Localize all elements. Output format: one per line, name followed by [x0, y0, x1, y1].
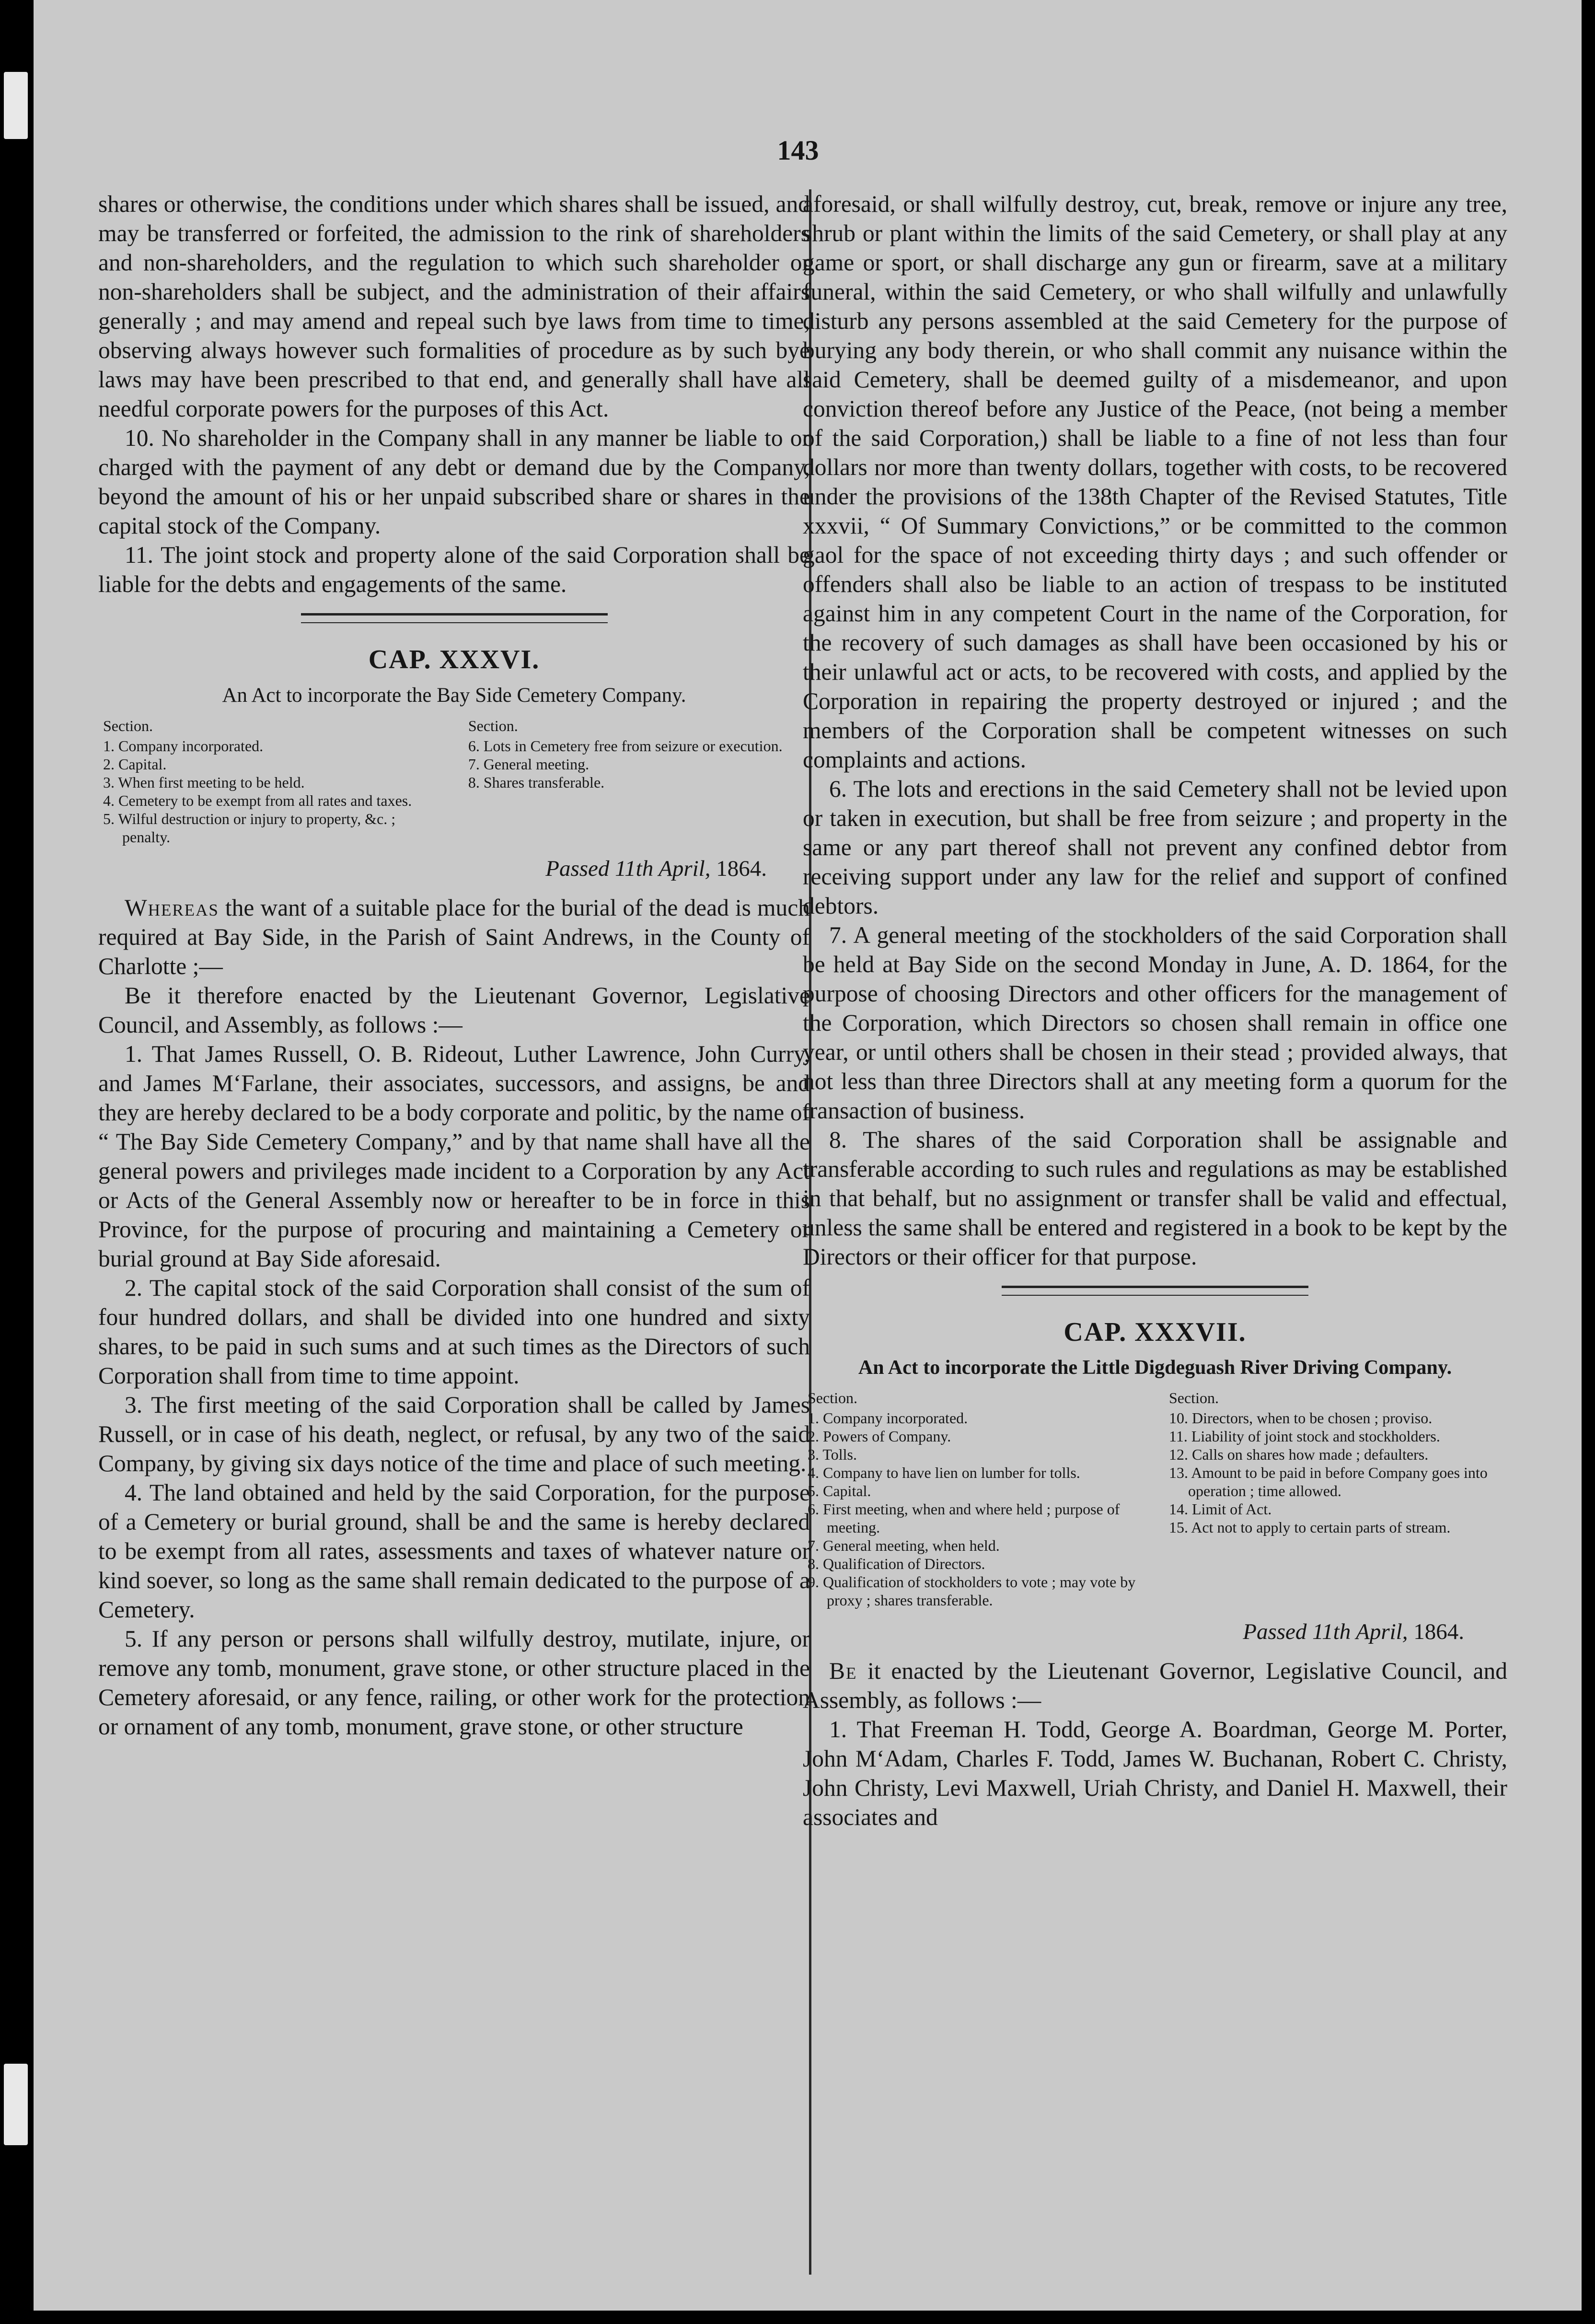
section-11: 11. The joint stock and property alone of the said Corporation shall be liable for the debts and engagements of the same.	[98, 542, 810, 597]
index-item: 5. Wilful destruction or injury to property, &c. ; penalty.	[103, 810, 396, 846]
index-item: 5. Capital.	[808, 1482, 871, 1499]
index-item: 13. Amount to be paid in before Company goes into operation ; time allowed.	[1169, 1464, 1488, 1499]
preamble	[98, 893, 810, 981]
act-title: An Act to incorporate the Little Digdeguash River Driving Company.	[858, 1357, 1452, 1379]
passed-label: Passed 11th April,	[1243, 1619, 1408, 1644]
passed-label: Passed 11th April,	[545, 856, 711, 881]
index-item: 14. Limit of Act.	[1169, 1500, 1272, 1518]
section-index-head: Section.	[1169, 1389, 1219, 1406]
page-edge-tab-top	[4, 72, 28, 139]
index-item: 9. Qualification of stockholders to vote ; may vote by proxy ; shares transferable.	[808, 1573, 1136, 1609]
index-item: 6. Lots in Cemetery free from seizure or execution.	[468, 737, 783, 755]
index-item: 8. Qualification of Directors.	[808, 1555, 985, 1572]
section-rule	[1002, 1286, 1308, 1296]
preamble-text: the want of a suitable place for the burial of the dead is much required at Bay Side, in the Parish of Saint Andrews, in the County of Charlotte ;—	[98, 895, 810, 979]
section-index-col-1	[808, 1389, 1141, 1609]
section-index-col-1	[103, 717, 440, 846]
section-1: 1. That Freeman H. Todd, George A. Boardman, George M. Porter, John M‘Adam, Charles F. Todd, James W. Buchanan, Robert C. Christy, John Christy, Levi Maxwell, Uriah Christy, and Daniel H. Maxwell, their associates and	[803, 1716, 1507, 1830]
section-5-continued: aforesaid, or shall wilfully destroy, cut, break, remove or injure any tree, shrub or plant within the limits of the said Cemetery, or shall play at any game or sport, or shall discharge any gun or firearm, save at a military funeral, within the said Cemetery, or who shall wilfully and unlawfully disturb any persons assembled at the said Cemetery for the purpose of burying any body therein, or who shall commit any nuisance within the said Cemetery, shall be deemed guilty of a misdemeanor, and upon conviction thereof before any Justice of the Peace, (not being a member of the said Corporation,) shall be liable to a fine of not less than four dollars nor more than twenty dollars, together with costs, to be recovered under the provisions of the 138th Chapter of the Revised Statutes, Title xxxvii, “ Of Summary Convictions,” or be committed to the common gaol for the space of not exceeding thirty days ; and such offender or offenders shall also be liable to an action of trespass to be instituted against him in any competent Court in the name of the Corporation, for the recovery of such damages as shall have been occasioned by his or their unlawful act or acts, to be recovered with costs, and applied by the Corporation in repairing the property destroyed or injured ; and the members of the Corporation shall be competent witnesses on such complaints and actions.	[803, 191, 1507, 773]
left-column	[98, 189, 810, 1741]
passed-year: 1864.	[716, 856, 767, 881]
passed-date	[803, 1619, 1464, 1645]
section-index-head: Section.	[103, 717, 153, 734]
section-1: 1. That James Russell, O. B. Rideout, Luther Lawrence, John Curry, and James M‘Farlane, their associates, successors, and assigns, be and they are hereby declared to be a body corporate and politic, by the name of “ The Bay Side Cemetery Company,” and by that name shall have all the general powers and privileges made incident to a Corporation by any Act or Acts of the General Assembly now or hereafter to be in force in this Province, for the purpose of procuring and maintaining a Cemetery or burial ground at Bay Side aforesaid.	[98, 1041, 810, 1272]
index-item: 4. Company to have lien on lumber for tolls.	[808, 1464, 1080, 1481]
index-item: 11. Liability of joint stock and stockholders.	[1169, 1428, 1440, 1445]
index-item: 1. Company incorporated.	[103, 737, 264, 755]
right-column	[803, 189, 1507, 1832]
chapter-heading: CAP. XXXVI.	[368, 645, 540, 674]
section-3: 3. The first meeting of the said Corporation shall be called by James Russell, or in case of his death, neglect, or refusal, by any two of the said Company, by giving six days notice of the time and place of such meeting.	[98, 1392, 810, 1476]
section-index-head: Section.	[808, 1389, 857, 1406]
preamble-lead: Whereas	[125, 895, 219, 921]
passed-date	[98, 856, 767, 882]
enacting-text: it enacted by the Lieutenant Governor, Legislative Council, and Assembly, as follows :—	[803, 1658, 1507, 1713]
index-item: 12. Calls on shares how made ; defaulters.	[1169, 1446, 1429, 1463]
chapter-heading: CAP. XXXVII.	[1063, 1317, 1247, 1347]
paragraph-bye-laws: shares or otherwise, the conditions under which shares shall be issued, and may be transferred or forfeited, the admission to the rink of shareholders and non-shareholders, and the regulation to which such shareholder or non-shareholders shall be subject, and the administration of their affairs generally ; and may amend and repeal such bye laws from time to time, observing always however such formalities of procedure as by such bye laws may have been prescribed to that end, and generally shall have all needful corporate powers for the purposes of this Act.	[98, 191, 810, 422]
page-number: 143	[777, 135, 819, 166]
index-item: 2. Powers of Company.	[808, 1428, 951, 1445]
index-item: 8. Shares transferable.	[468, 774, 605, 791]
passed-year: 1864.	[1413, 1619, 1464, 1644]
section-4: 4. The land obtained and held by the said Corporation, for the purpose of a Cemetery or burial ground, shall be and the same is hereby declared to be exempt from all rates, assessments and taxes of whatever nature or kind soever, so long as the same shall remain dedicated to the purpose of a Cemetery.	[98, 1479, 810, 1623]
section-6: 6. The lots and erections in the said Cemetery shall not be levied upon or taken in execution, but shall be free from seizure ; and property in the same or any part thereof shall not prevent any confined debtor from receiving support under any law for the relief and support of confined debtors.	[803, 776, 1507, 919]
index-item: 3. When first meeting to be held.	[103, 774, 305, 791]
section-index-col-2	[468, 717, 805, 846]
section-index	[803, 1389, 1507, 1609]
document-page	[34, 0, 1582, 2311]
index-item: 1. Company incorporated.	[808, 1409, 968, 1427]
section-index	[98, 717, 810, 846]
index-item: 3. Tolls.	[808, 1446, 857, 1463]
enacting-clause: Be it therefore enacted by the Lieutenant Governor, Legislative Council, and Assembly, as follows :—	[98, 982, 810, 1038]
section-index-col-2	[1169, 1389, 1503, 1609]
page-edge-tab-bottom	[4, 2064, 28, 2145]
index-item: 4. Cemetery to be exempt from all rates and taxes.	[103, 792, 412, 809]
section-index-head: Section.	[468, 717, 518, 734]
index-item: 2. Capital.	[103, 755, 167, 773]
act-title: An Act to incorporate the Bay Side Cemetery Company.	[222, 684, 686, 707]
enacting-lead: Be	[829, 1658, 857, 1684]
index-item: 6. First meeting, when and where held ; purpose of meeting.	[808, 1500, 1120, 1536]
section-rule	[301, 613, 608, 623]
enacting-clause	[803, 1656, 1507, 1715]
index-item: 7. General meeting, when held.	[808, 1537, 1000, 1554]
section-5: 5. If any person or persons shall wilfully destroy, mutilate, injure, or remove any tomb, monument, grave stone, or other structure placed in the Cemetery aforesaid, or any fence, railing, or other work for the protection or ornament of any tomb, monument, grave stone, or other structure	[98, 1626, 810, 1740]
section-2: 2. The capital stock of the said Corporation shall consist of the sum of four hundred dollars, and shall be divided into one hundred and sixty shares, to be paid in such sums and at such times as the Directors of such Corporation shall from time to time appoint.	[98, 1275, 810, 1389]
section-7: 7. A general meeting of the stockholders of the said Corporation shall be held at Bay Side on the second Monday in June, A. D. 1864, for the purpose of choosing Directors and other officers for the management of the Corporation, which Directors so chosen shall remain in office one year, or until others shall be chosen in their stead ; provided always, that not less than three Directors shall at any meeting form a quorum for the transaction of business.	[803, 922, 1507, 1124]
index-item: 7. General meeting.	[468, 755, 589, 773]
index-item: 15. Act not to apply to certain parts of stream.	[1169, 1519, 1451, 1536]
section-8: 8. The shares of the said Corporation shall be assignable and transferable according to such rules and regulations as may be established in that behalf, but no assignment or transfer shall be valid and effectual, unless the same shall be entered and registered in a book to be kept by the Directors or their officer for that purpose.	[803, 1127, 1507, 1270]
index-item: 10. Directors, when to be chosen ; proviso.	[1169, 1409, 1433, 1427]
section-10: 10. No shareholder in the Company shall in any manner be liable to or charged with the payment of any debt or demand due by the Company, beyond the amount of his or her unpaid subscribed share or shares in the capital stock of the Company.	[98, 425, 810, 539]
